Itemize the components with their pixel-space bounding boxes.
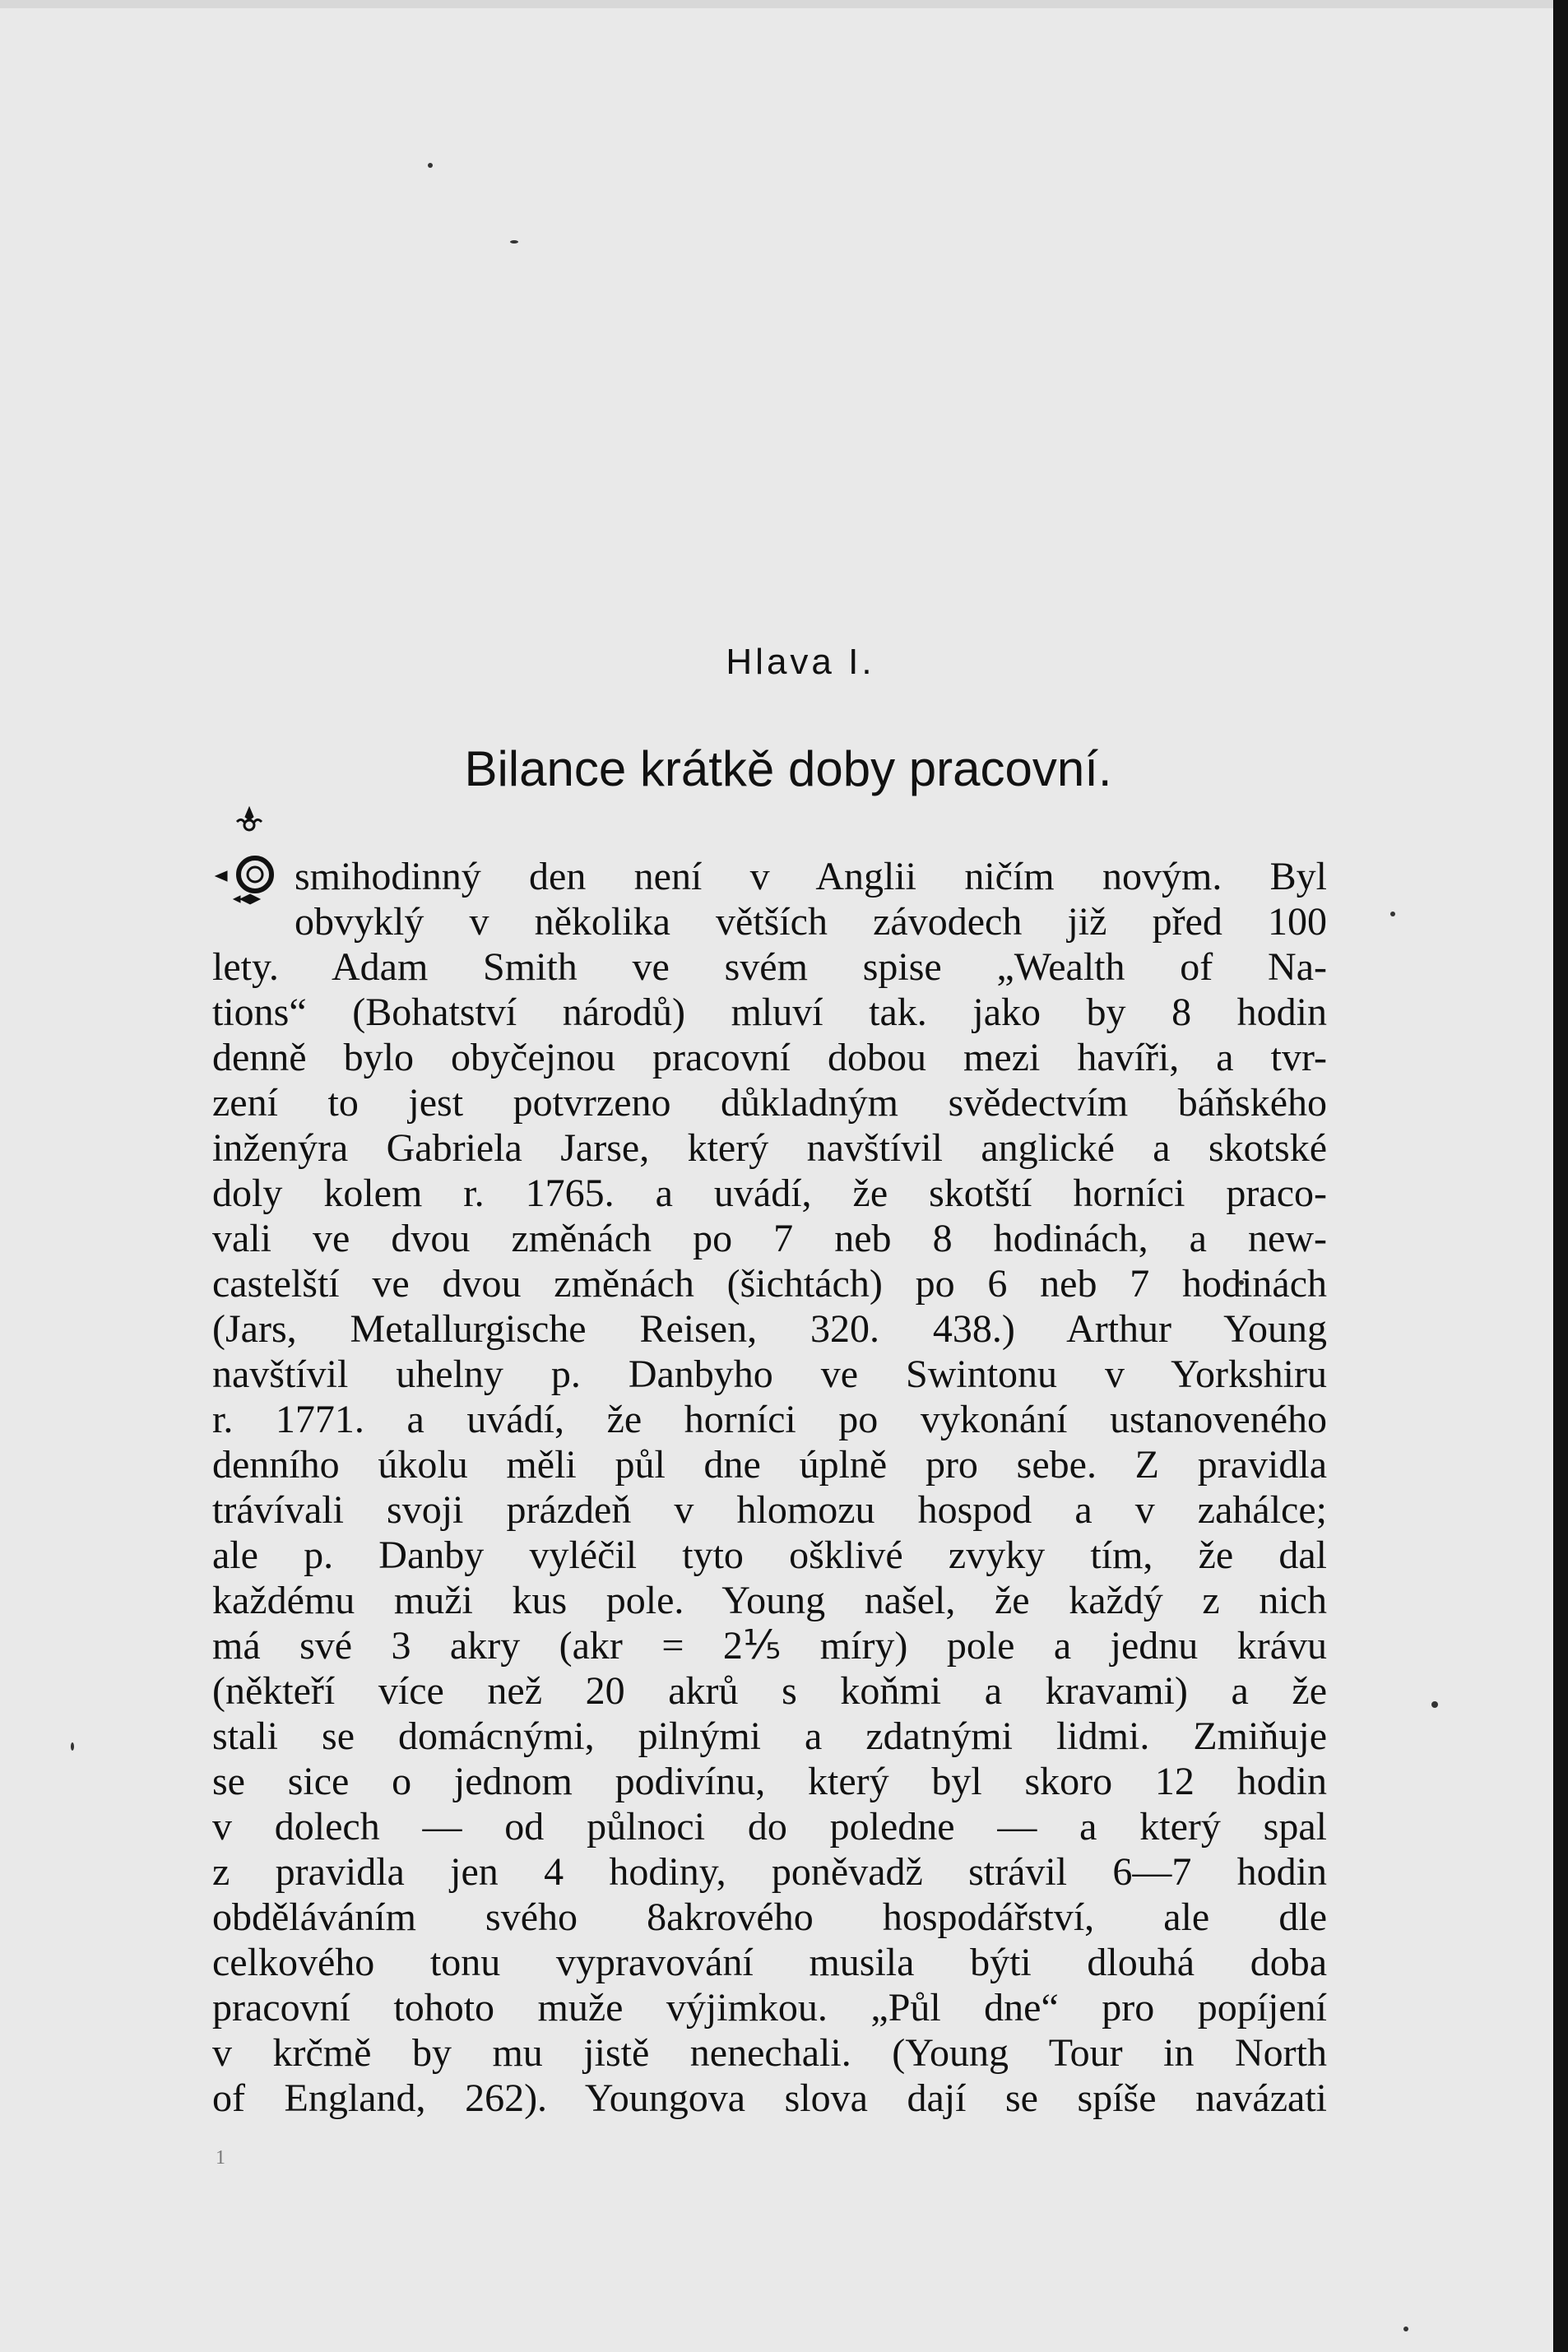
- text-line: obvyklý v několika větších závodech již před 100: [295, 900, 1327, 944]
- text-line: obděláváním svého 8akrového hospodářství, ale dle: [212, 1895, 1327, 1939]
- body-text: [212, 854, 1327, 2121]
- text-line: doly kolem r. 1765. a uvádí, že skotští horníci praco-: [212, 1171, 1327, 1215]
- scan-speck: [510, 240, 518, 244]
- scan-speck: [428, 163, 433, 168]
- text-line: denního úkolu měli půl dne úplně pro sebe. Z pravidla: [212, 1443, 1327, 1487]
- text-line: r. 1771. a uvádí, že horníci po vykonání ustanoveného: [212, 1398, 1327, 1441]
- signature-mark: 1: [216, 2147, 225, 2169]
- text-line: castelští ve dvou změnách (šichtách) po 6 neb 7 hodinách: [212, 1262, 1327, 1306]
- text-line: v dolech — od půlnoci do poledne — a který spal: [212, 1805, 1327, 1849]
- text-line: trávívali svoji prázdeň v hlomozu hospod a v zahálce;: [212, 1488, 1327, 1532]
- text-line: celkového tonu vypravování musila býti dlouhá doba: [212, 1941, 1327, 1984]
- text-line: (někteří více než 20 akrů s koňmi a kravami) a že: [212, 1669, 1327, 1713]
- text-line: denně bylo obyčejnou pracovní dobou mezi havíři, a tvr-: [212, 1036, 1327, 1079]
- text-line: of England, 262). Youngova slova dají se spíše navázati: [212, 2076, 1327, 2120]
- scan-speck: [1403, 2326, 1408, 2331]
- text-line: v krčmě by mu jistě nenechali. (Young Tour in North: [212, 2031, 1327, 2075]
- scan-right-edge: [1553, 0, 1568, 2352]
- text-line: smihodinný den není v Anglii ničím novým. Byl: [295, 855, 1327, 898]
- text-line: se sice o jednom podivínu, který byl skoro 12 hodin: [212, 1760, 1327, 1803]
- chapter-title: Bilance krátkě doby pracovní.: [464, 741, 1112, 796]
- scan-speck: [1431, 1701, 1438, 1708]
- text-line: ale p. Danby vyléčil tyto ošklivé zvyky tím, že dal: [212, 1533, 1327, 1577]
- text-line: zení to jest potvrzeno důkladným svědectvím báňského: [212, 1081, 1327, 1125]
- text-line: (Jars, Metallurgische Reisen, 320. 438.) Arthur Young: [212, 1307, 1327, 1351]
- text-line: každému muži kus pole. Young našel, že každý z nich: [212, 1579, 1327, 1622]
- scan-speck: [1390, 912, 1395, 916]
- text-line: inženýra Gabriela Jarse, který navštívil anglické a skotské: [212, 1126, 1327, 1170]
- scan-top-edge: [0, 0, 1568, 8]
- text-line: vali ve dvou změnách po 7 neb 8 hodinách, a new-: [212, 1217, 1327, 1260]
- chapter-label: Hlava I.: [726, 642, 875, 682]
- text-line: navštívil uhelny p. Danbyho ve Swintonu v Yorkshiru: [212, 1352, 1327, 1396]
- scan-speck: [71, 1742, 74, 1751]
- text-line: z pravidla jen 4 hodiny, poněvadž strávil 6—7 hodin: [212, 1850, 1327, 1894]
- text-line: tions“ (Bohatství národů) mluví tak. jako by 8 hodin: [212, 990, 1327, 1034]
- text-line: lety. Adam Smith ve svém spise „Wealth of Na-: [212, 945, 1327, 989]
- text-line: má své 3 akry (akr = 2⅕ míry) pole a jednu krávu: [212, 1624, 1327, 1668]
- text-line: stali se domácnými, pilnými a zdatnými lidmi. Zmiňuje: [212, 1714, 1327, 1758]
- text-line: pracovní tohoto muže výjimkou. „Půl dne“ pro popíjení: [212, 1986, 1327, 2030]
